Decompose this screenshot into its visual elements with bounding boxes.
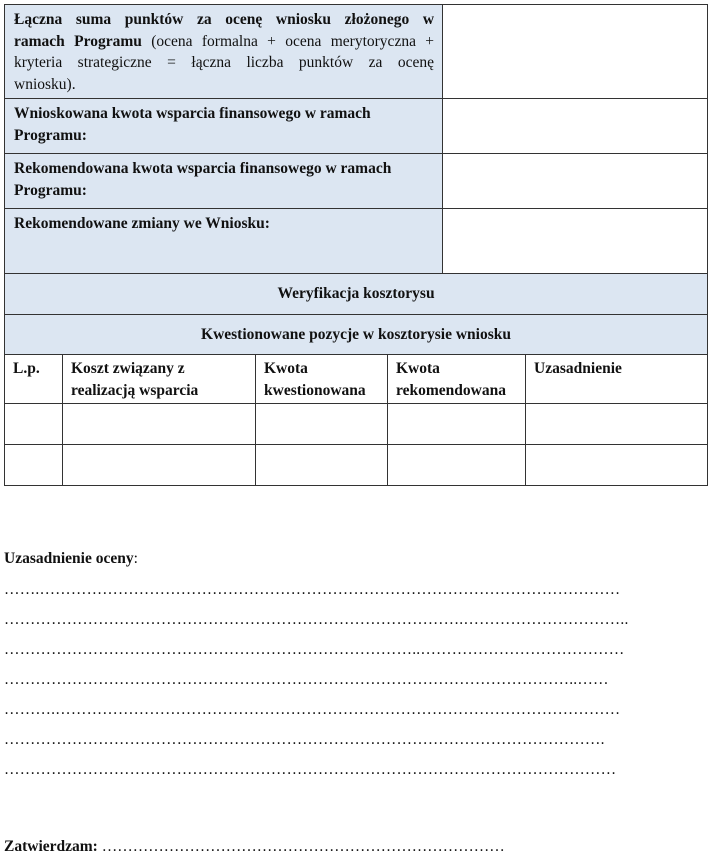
recommended-amount-row xyxy=(5,154,708,209)
column-header-row xyxy=(5,355,708,404)
cell-cost[interactable] xyxy=(63,445,256,486)
evaluation-table xyxy=(4,4,708,486)
total-score-line1: Łączna suma punktów za ocenę wniosku złożonego w xyxy=(14,11,435,28)
recommended-changes-value-cell[interactable] xyxy=(443,209,708,274)
cell-questioned-amount[interactable] xyxy=(256,445,388,486)
justification-line[interactable]: ……………………………………………………………………..………………………………… xyxy=(4,641,625,658)
column-header-questioned-amount: Kwota kwestionowana xyxy=(256,355,388,404)
column-header-cost: Koszt związany z realizacją wsparcia xyxy=(63,355,256,404)
total-score-line2 xyxy=(14,31,434,53)
column-header-justification: Uzasadnienie xyxy=(526,355,708,404)
requested-amount-row xyxy=(5,99,708,154)
total-score-line3: kryteria strategiczne = łączna liczba punktów za ocenę xyxy=(14,54,435,71)
justification-line[interactable]: ……………………………………………………………………………………………………. xyxy=(4,731,605,748)
approval-label: Zatwierdzam: xyxy=(4,838,98,855)
column-header-recommended-amount: Kwota rekomendowana xyxy=(388,355,526,404)
cell-cost[interactable] xyxy=(63,404,256,445)
justification-line[interactable]: ……………………………………………………………………………………………………… xyxy=(4,761,617,778)
program-bold-text: ramach Programu xyxy=(14,32,142,50)
verification-header: Weryfikacja kosztorysu xyxy=(5,274,708,315)
recommended-changes-label: Rekomendowane zmiany we Wniosku: xyxy=(14,215,270,232)
total-score-value-cell[interactable] xyxy=(443,5,708,99)
recommended-amount-label: Rekomendowana kwota wsparcia finansowego w ramach Programu: xyxy=(14,160,392,199)
requested-amount-label-cell xyxy=(5,99,443,154)
approval-line xyxy=(4,837,505,857)
approval-signature-field[interactable]: …………………………………………………………………… xyxy=(97,838,505,855)
justification-line[interactable]: …….………………………………………………………………………………………………… xyxy=(4,581,621,598)
total-score-label-cell xyxy=(5,5,443,99)
justification-heading xyxy=(4,549,138,569)
recommended-amount-value-cell[interactable] xyxy=(443,154,708,209)
cell-recommended-amount[interactable] xyxy=(388,445,526,486)
cell-lp[interactable] xyxy=(5,445,63,486)
table-row xyxy=(5,404,708,445)
questioned-items-header: Kwestionowane pozycje w kosztorysie wniosku xyxy=(5,315,708,355)
justification-line[interactable]: ………………………………………………………………………………………………..…… xyxy=(4,671,609,688)
justification-label: Uzasadnienie oceny xyxy=(4,550,134,567)
total-score-row xyxy=(5,5,708,99)
cell-lp[interactable] xyxy=(5,404,63,445)
justification-colon: : xyxy=(133,550,138,567)
cell-questioned-amount[interactable] xyxy=(256,404,388,445)
recommended-changes-label-cell xyxy=(5,209,443,274)
recommended-amount-label-cell xyxy=(5,154,443,209)
score-formula-text: (ocena formalna + ocena merytoryczna + xyxy=(141,32,435,50)
requested-amount-value-cell[interactable] xyxy=(443,99,708,154)
cell-recommended-amount[interactable] xyxy=(388,404,526,445)
requested-amount-label: Wnioskowana kwota wsparcia finansowego w ramach Programu: xyxy=(14,105,371,144)
table-row xyxy=(5,445,708,486)
cell-justification[interactable] xyxy=(526,404,708,445)
justification-line[interactable]: ……….……………………………………………………………………………………………… xyxy=(4,701,621,718)
justification-line[interactable]: …………………………………………………………………………….………………………….. xyxy=(4,611,629,628)
cell-justification[interactable] xyxy=(526,445,708,486)
column-header-lp: L.p. xyxy=(5,355,63,404)
total-score-line4: wniosku). xyxy=(14,75,76,93)
recommended-changes-row xyxy=(5,209,708,274)
